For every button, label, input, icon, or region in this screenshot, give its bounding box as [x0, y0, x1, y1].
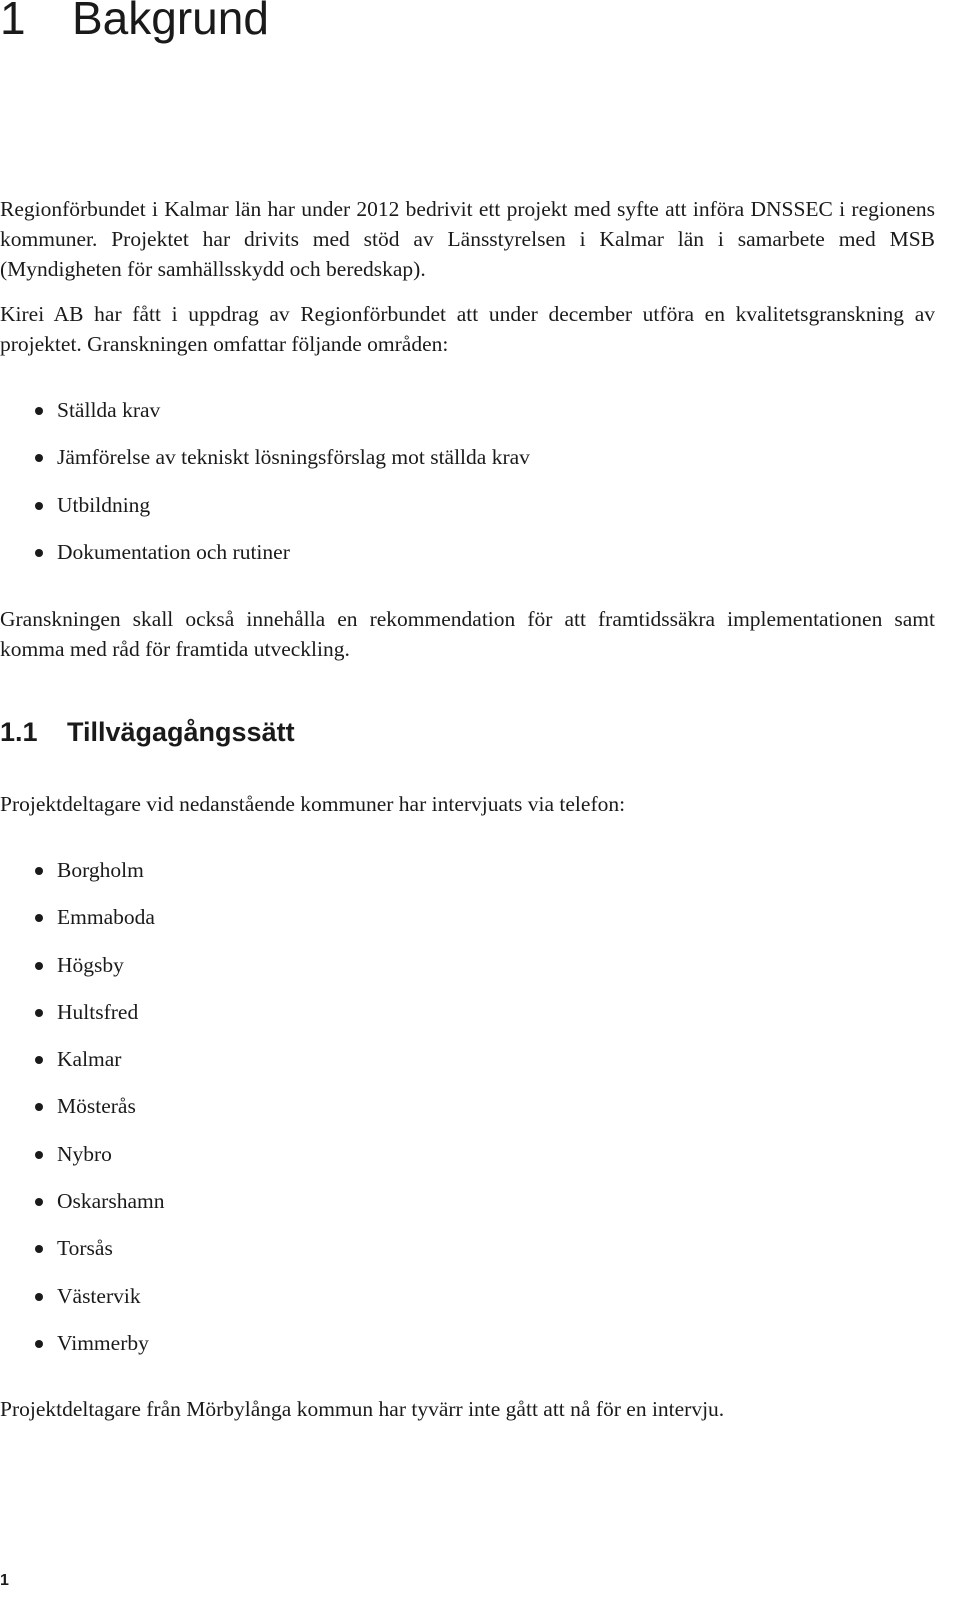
recommendation-paragraph: Granskningen skall också innehålla en rekommendation för att framtidssäkra implementationen samt komma med råd för framtida utveckling.: [0, 607, 935, 661]
list-item-label: Oskarshamn: [57, 1189, 165, 1214]
interview-intro-paragraph: Projektdeltagare vid nedanstående kommuner har intervjuats via telefon:: [0, 792, 626, 816]
bullet-icon: [35, 1198, 43, 1206]
list-item-label: Jämförelse av tekniskt lösningsförslag mot ställda krav: [57, 445, 530, 470]
list-item-label: Västervik: [57, 1283, 141, 1308]
list-item: [0, 395, 530, 442]
list-item-label: Kalmar: [57, 1047, 122, 1072]
intro-paragraph: Regionförbundet i Kalmar län har under 2012 bedrivit ett projekt med syfte att införa DNSSEC i regionens kommuner. Projektet har drivits med stöd av Länsstyrelsen i Kalmar län i samarbete med MSB (Myndigheten för samhällsskydd och beredskap).: [0, 197, 935, 281]
list-item: [0, 1281, 164, 1328]
list-item: [0, 1044, 164, 1091]
assignment-paragraph: Kirei AB har fått i uppdrag av Regionförbundet att under december utföra en kvalitetsgranskning av projektet. Granskningen omfattar följande områden:: [0, 302, 935, 356]
bullet-icon: [35, 454, 43, 462]
list-item-label: Emmaboda: [57, 905, 155, 930]
list-item-label: Borgholm: [57, 858, 144, 882]
bullet-icon: [35, 502, 43, 510]
bullet-icon: [35, 1340, 43, 1348]
list-item-label: Nybro: [57, 1141, 112, 1166]
bullet-icon: [35, 1103, 43, 1111]
list-item: [0, 1139, 164, 1186]
list-item: [0, 855, 164, 902]
list-item: [0, 442, 530, 489]
list-item-label: Utbildning: [57, 492, 151, 517]
municipalities-list: [0, 855, 164, 1375]
bullet-icon: [35, 549, 43, 557]
closing-paragraph: Projektdeltagare från Mörbylånga kommun har tyvärr inte gått att nå för en intervju.: [0, 1397, 725, 1421]
list-item: [0, 537, 530, 584]
bullet-icon: [35, 1056, 43, 1064]
list-item-label: Vimmerby: [57, 1330, 149, 1355]
section-heading: [0, 0, 269, 48]
list-item: [0, 1233, 164, 1280]
list-item-label: Högsby: [57, 952, 124, 977]
bullet-icon: [35, 1151, 43, 1159]
section-number: 1: [0, 0, 26, 44]
list-item: [0, 950, 164, 997]
subsection-number: 1.1: [0, 717, 38, 747]
list-item-label: Ställda krav: [57, 398, 161, 422]
bullet-icon: [35, 1245, 43, 1253]
bullet-icon: [35, 962, 43, 970]
list-item: [0, 1186, 164, 1233]
list-item: [0, 490, 530, 537]
list-item: [0, 902, 164, 949]
page-number: 1: [0, 1572, 9, 1589]
list-item-label: Hultsfred: [57, 999, 139, 1024]
list-item: [0, 1328, 164, 1375]
bullet-icon: [35, 867, 43, 875]
list-item-label: Mösterås: [57, 1094, 136, 1119]
list-item: [0, 997, 164, 1044]
bullet-icon: [35, 1009, 43, 1017]
review-areas-list: [0, 395, 530, 584]
subsection-heading: [0, 714, 295, 750]
bullet-icon: [35, 1293, 43, 1301]
section-title: Bakgrund: [72, 0, 269, 44]
bullet-icon: [35, 407, 43, 415]
bullet-icon: [35, 914, 43, 922]
list-item-label: Dokumentation och rutiner: [57, 539, 290, 564]
list-item: [0, 1091, 164, 1138]
subsection-title: Tillvägagångssätt: [67, 717, 295, 747]
list-item-label: Torsås: [57, 1236, 113, 1261]
